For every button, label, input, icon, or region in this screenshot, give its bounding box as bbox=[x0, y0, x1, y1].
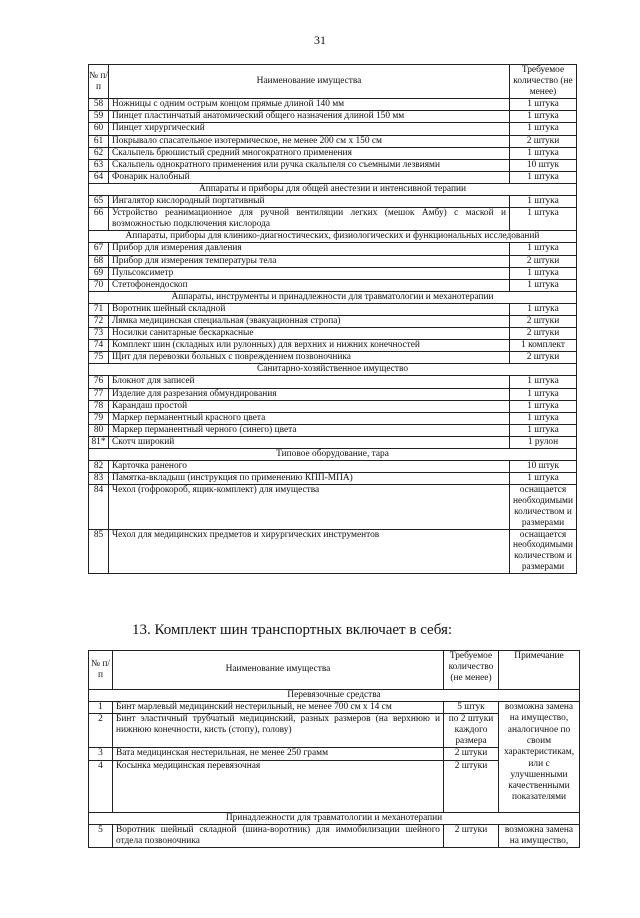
item-name: Стетофонендоскоп bbox=[109, 279, 510, 291]
row-number: 64 bbox=[89, 171, 109, 183]
table-row bbox=[89, 315, 577, 327]
item-name: Ножницы с одним острым концом прямые длиной 140 мм bbox=[109, 99, 510, 111]
section-sanitary: Санитарно-хозяйственное имущество bbox=[89, 364, 577, 376]
item-name: Пинцет хирургический bbox=[109, 123, 510, 135]
item-name: Прибор для измерения давления bbox=[109, 243, 510, 255]
row-number: 66 bbox=[89, 208, 109, 231]
section-row bbox=[89, 183, 577, 195]
item-quantity: 1 штука bbox=[510, 111, 577, 123]
header-name: Наименование имущества bbox=[113, 651, 444, 690]
item-quantity: 1 штука bbox=[510, 388, 577, 400]
row-number: 74 bbox=[89, 340, 109, 352]
item-quantity: 1 штука bbox=[510, 208, 577, 231]
row-number: 72 bbox=[89, 315, 109, 327]
item-name: Прибор для измерения температуры тела bbox=[109, 255, 510, 267]
rows-equipment bbox=[89, 461, 577, 574]
item-quantity: 1 штука bbox=[510, 376, 577, 388]
item-name: Ингалятор кислородный портативный bbox=[109, 196, 510, 208]
section-trauma: Аппараты, инструменты и принадлежности для травматологии и механотерапии bbox=[89, 291, 577, 303]
row-number: 71 bbox=[89, 303, 109, 315]
item-name: Вата медицинская нестерильная, не менее 250 грамм bbox=[113, 748, 444, 760]
item-name: Носилки санитарные бескаркасные bbox=[109, 328, 510, 340]
section-dressing: Перевязочные средства bbox=[89, 690, 580, 702]
section-row bbox=[89, 449, 577, 461]
table-row bbox=[89, 135, 577, 147]
item-quantity: 10 штук bbox=[510, 461, 577, 473]
item-quantity: 1 комплект bbox=[510, 340, 577, 352]
table-row bbox=[89, 171, 577, 183]
row-number: 59 bbox=[89, 111, 109, 123]
splint-kit-table bbox=[88, 650, 580, 848]
table-row bbox=[89, 473, 577, 485]
item-name: Воротник шейный складной (шина-воротник) для иммобилизации шейного отдела позвоночника bbox=[113, 824, 444, 848]
table-header-row bbox=[89, 65, 577, 99]
table-row bbox=[89, 123, 577, 135]
rows-sanitary bbox=[89, 376, 577, 449]
row-number: 67 bbox=[89, 243, 109, 255]
item-note: возможна замена на имущество, bbox=[499, 824, 580, 848]
item-name: Косынка медицинская перевязочная bbox=[113, 760, 444, 812]
item-quantity: 10 штук bbox=[510, 159, 577, 171]
item-quantity: 5 штук bbox=[444, 702, 499, 714]
section-anesthesia: Аппараты и приборы для общей анестезии и интенсивной терапии bbox=[89, 183, 577, 195]
row-number: 76 bbox=[89, 376, 109, 388]
row-number: 84 bbox=[89, 485, 109, 529]
section-row bbox=[89, 690, 580, 702]
table-row bbox=[89, 279, 577, 291]
item-name: Изделие для разрезания обмундирования bbox=[109, 388, 510, 400]
item-name: Покрывало спасательное изотермическое, не менее 200 см х 150 см bbox=[109, 135, 510, 147]
header-qty: Требуемое количество (не менее) bbox=[510, 65, 577, 99]
item-name: Пульсоксиметр bbox=[109, 267, 510, 279]
item-name: Скотч широкий bbox=[109, 436, 510, 448]
item-quantity: по 2 штуки каждого размера bbox=[444, 714, 499, 748]
item-name: Щит для перевозки больных с повреждением позвоночника bbox=[109, 352, 510, 364]
rows-anesthesia bbox=[89, 196, 577, 231]
section-equipment: Типовое оборудование, тара bbox=[89, 449, 577, 461]
item-quantity: 1 штука bbox=[510, 424, 577, 436]
item-quantity: 2 штуки bbox=[510, 255, 577, 267]
table-row bbox=[89, 702, 580, 714]
item-quantity: 1 штука bbox=[510, 473, 577, 485]
row-number: 5 bbox=[89, 824, 113, 848]
section-row bbox=[89, 291, 577, 303]
item-name: Лямка медицинская специальная (эвакуационная стропа) bbox=[109, 315, 510, 327]
table-row bbox=[89, 824, 580, 848]
table-row bbox=[89, 111, 577, 123]
section-trauma-2: Принадлежности для травматологии и механотерапии bbox=[89, 812, 580, 824]
header-name: Наименование имущества bbox=[109, 65, 510, 99]
table-row bbox=[89, 328, 577, 340]
header-num: № п/п bbox=[89, 651, 113, 690]
item-quantity: 2 штуки bbox=[510, 135, 577, 147]
table-row bbox=[89, 303, 577, 315]
table-row bbox=[89, 461, 577, 473]
row-number: 3 bbox=[89, 748, 113, 760]
item-quantity: 2 штуки bbox=[510, 328, 577, 340]
row-number: 1 bbox=[89, 702, 113, 714]
item-name: Чехол для медицинских предметов и хирургических инструментов bbox=[109, 529, 510, 573]
table-row bbox=[89, 340, 577, 352]
item-quantity: оснащается необходимыми количеством и размерами bbox=[510, 485, 577, 529]
row-number: 83 bbox=[89, 473, 109, 485]
table-row bbox=[89, 243, 577, 255]
item-name: Скальпель однократного применения или ручка скальпеля со съемными лезвиями bbox=[109, 159, 510, 171]
item-name: Чехол (гофрокороб, ящик-комплект) для имущества bbox=[109, 485, 510, 529]
section-diagnostics: Аппараты, приборы для клинико-диагностических, физиологических и функциональных исследований bbox=[89, 231, 577, 243]
item-quantity: 1 рулон bbox=[510, 436, 577, 448]
row-number: 73 bbox=[89, 328, 109, 340]
item-quantity: 2 штуки bbox=[444, 824, 499, 848]
table-header-row bbox=[89, 651, 580, 690]
item-name: Блокнот для записей bbox=[109, 376, 510, 388]
page-number: 31 bbox=[314, 33, 326, 47]
item-quantity: 1 штука bbox=[510, 243, 577, 255]
row-number: 62 bbox=[89, 147, 109, 159]
item-name: Бинт марлевый медицинский нестерильный, не менее 700 см х 14 см bbox=[113, 702, 444, 714]
table-row bbox=[89, 485, 577, 529]
item-name: Комплект шин (складных или рулонных) для верхних и нижних конечностей bbox=[109, 340, 510, 352]
row-number: 78 bbox=[89, 400, 109, 412]
row-number: 68 bbox=[89, 255, 109, 267]
item-name: Памятка-вкладыш (инструкция по применению КПП-МПА) bbox=[109, 473, 510, 485]
item-name: Маркер перманентный красного цвета bbox=[109, 412, 510, 424]
header-note: Примечание bbox=[499, 651, 580, 690]
row-number: 70 bbox=[89, 279, 109, 291]
section-row bbox=[89, 812, 580, 824]
item-name: Маркер перманентный черного (синего) цвета bbox=[109, 424, 510, 436]
table-row bbox=[89, 412, 577, 424]
item-quantity: 1 штука bbox=[510, 303, 577, 315]
rows-general bbox=[89, 99, 577, 184]
rows-diagnostics bbox=[89, 243, 577, 291]
row-number: 85 bbox=[89, 529, 109, 573]
table-row bbox=[89, 196, 577, 208]
item-quantity: 2 штуки bbox=[510, 352, 577, 364]
table-row bbox=[89, 352, 577, 364]
row-number: 2 bbox=[89, 714, 113, 748]
item-quantity: 1 штука bbox=[510, 147, 577, 159]
row-number: 82 bbox=[89, 461, 109, 473]
table-row bbox=[89, 255, 577, 267]
table-row bbox=[89, 424, 577, 436]
item-quantity: 1 штука bbox=[510, 123, 577, 135]
item-name: Карандаш простой bbox=[109, 400, 510, 412]
section-row bbox=[89, 364, 577, 376]
section13-heading: 13. Комплект шин транспортных включает в себя: bbox=[132, 622, 453, 638]
row-number: 61 bbox=[89, 135, 109, 147]
table-row bbox=[89, 267, 577, 279]
row-number: 4 bbox=[89, 760, 113, 812]
item-name: Скальпель брюшистый средний многократного применения bbox=[109, 147, 510, 159]
item-quantity: 2 штуки bbox=[444, 760, 499, 812]
row-number: 69 bbox=[89, 267, 109, 279]
item-name: Пинцет пластинчатый анатомический общего назначения длиной 150 мм bbox=[109, 111, 510, 123]
section-row bbox=[89, 231, 577, 243]
item-quantity: 1 штука bbox=[510, 400, 577, 412]
rows-trauma bbox=[89, 303, 577, 363]
item-quantity: 2 штуки bbox=[510, 315, 577, 327]
item-quantity: 1 штука bbox=[510, 267, 577, 279]
item-quantity: 1 штука bbox=[510, 99, 577, 111]
equipment-table bbox=[88, 64, 577, 574]
row-number: 81* bbox=[89, 436, 109, 448]
item-quantity: 1 штука bbox=[510, 412, 577, 424]
header-qty: Требуемое количество (не менее) bbox=[444, 651, 499, 690]
item-quantity: оснащается необходимыми количеством и размерами bbox=[510, 529, 577, 573]
table-row bbox=[89, 529, 577, 573]
row-number: 58 bbox=[89, 99, 109, 111]
table-row bbox=[89, 436, 577, 448]
rows-dressing bbox=[89, 702, 580, 812]
row-number: 75 bbox=[89, 352, 109, 364]
item-quantity: 2 штуки bbox=[444, 748, 499, 760]
item-quantity: 1 штука bbox=[510, 279, 577, 291]
table-row bbox=[89, 159, 577, 171]
rows-trauma-2 bbox=[89, 824, 580, 848]
table-row bbox=[89, 400, 577, 412]
item-name: Воротник шейный складной bbox=[109, 303, 510, 315]
row-number: 65 bbox=[89, 196, 109, 208]
item-name: Бинт эластичный трубчатый медицинский, разных размеров (на верхнюю и нижнюю конечности, кисть (стопу), голову) bbox=[113, 714, 444, 748]
table-row bbox=[89, 99, 577, 111]
item-quantity: 1 штука bbox=[510, 196, 577, 208]
row-number: 80 bbox=[89, 424, 109, 436]
row-number: 79 bbox=[89, 412, 109, 424]
table-row bbox=[89, 376, 577, 388]
row-number: 77 bbox=[89, 388, 109, 400]
item-name: Карточка раненого bbox=[109, 461, 510, 473]
header-num: № п/п bbox=[89, 65, 109, 99]
table-row bbox=[89, 388, 577, 400]
row-number: 60 bbox=[89, 123, 109, 135]
table-row bbox=[89, 147, 577, 159]
table-row bbox=[89, 208, 577, 231]
item-name: Устройство реанимационное для ручной вентиляции легких (мешок Амбу) с маской и возможностью подключения кислорода bbox=[109, 208, 510, 231]
item-quantity: 1 штука bbox=[510, 171, 577, 183]
item-name: Фонарик налобный bbox=[109, 171, 510, 183]
item-note: возможна замена на имущество, аналогичное по своим характеристикам, или с улучшенными качественными показателями bbox=[499, 702, 580, 812]
row-number: 63 bbox=[89, 159, 109, 171]
